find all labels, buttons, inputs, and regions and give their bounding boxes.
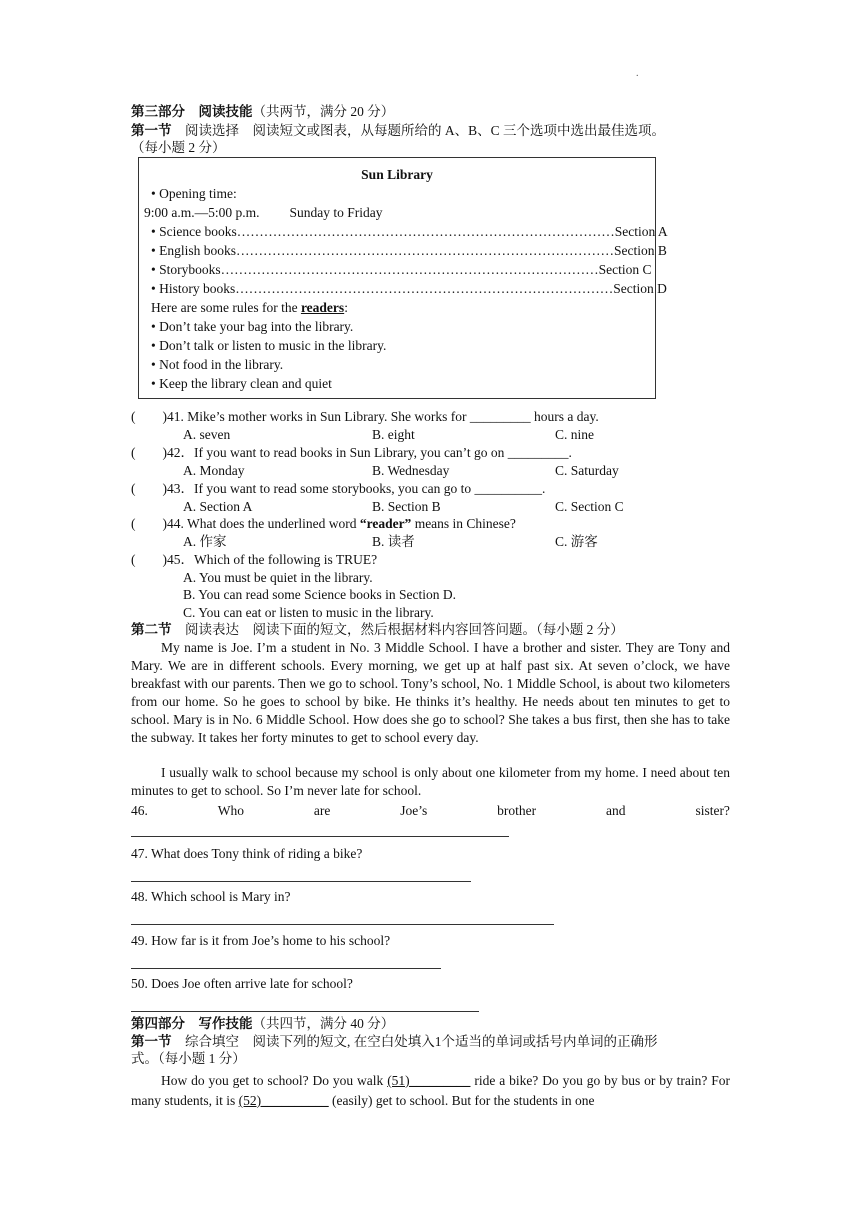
answer-line[interactable] (131, 968, 441, 969)
answer-line[interactable] (131, 1011, 479, 1012)
option: C. 游客 (555, 534, 598, 549)
section-row-section: Section C (598, 262, 652, 277)
section-row-section: Section B (613, 243, 667, 258)
opening-days: Sunday to Friday (289, 205, 383, 220)
part3-sec1-note: （每小题 2 分） (131, 140, 226, 155)
q46-word: Joe’s (400, 803, 428, 818)
passage-paragraph: I usually walk to school because my school is only about one kilometer from my home. I need about ten minutes to get to school. So I’m never late for school. (131, 765, 730, 798)
sec2-label: 第二节 (131, 622, 172, 637)
passage-paragraph: My name is Joe. I’m a student in No. 3 Middle School. I have a brother and sister. They are Tony and Mary. We are in different schools. Every morning, we get up at half past six. At seven o’clock, we have breakfast with our parents. Then we go to school. Tony’s school, No. 1 Middle School, is about two kilometers from our home. So he goes to school by bike. He thinks it’s healthy. He needs about ten minutes to get to school. Mary is in No. 6 Middle School. How does she go to school? She takes a bus first, then she has to take the subway. It takes her forty minutes to get to school every day. (131, 640, 730, 745)
q46-word: Who (217, 803, 245, 818)
section-row (151, 223, 668, 240)
sec2-heading (131, 621, 624, 638)
question-48: 48. Which school is Mary in? (131, 889, 291, 904)
part3-heading (131, 103, 394, 120)
question-44-keyword: “reader” (359, 516, 412, 531)
rule-item: • Don’t take your bag into the library. (151, 319, 354, 334)
part3-title: 第三部分 阅读技能 (131, 104, 253, 119)
question-50: 50. Does Joe often arrive late for school? (131, 976, 353, 991)
dot-leader: ………………………………………………………………………… (235, 281, 614, 296)
question-46 (131, 802, 730, 819)
part3-title-note: （共两节，满分 20 分） (252, 104, 395, 119)
opening-time-label: • Opening time: (151, 186, 237, 201)
question-44 (131, 515, 516, 532)
option: A. 作家 (183, 534, 227, 549)
q46-word: and (606, 803, 626, 818)
q46-word: brother (497, 803, 537, 818)
opening-hours-row (144, 204, 383, 221)
answer-line[interactable] (131, 881, 471, 882)
q46-word: are (313, 803, 331, 818)
option: B. You can read some Science books in Section D. (183, 587, 456, 602)
option: C. Saturday (555, 463, 619, 478)
part4-title-note: （共四节，满分 40 分） (252, 1016, 395, 1031)
question-47: 47. What does Tony think of riding a bike? (131, 846, 363, 861)
part4-title: 第四部分 写作技能 (131, 1016, 253, 1031)
cloze-text: (easily) get to school. But for the students in one (328, 1093, 595, 1108)
question-42: ( )42．If you want to read books in Sun Library, you can’t go on _________. (131, 445, 572, 460)
library-title: Sun Library (361, 167, 433, 182)
cloze-paragraph (131, 1071, 730, 1111)
part4-sec1-instruction-cont: 式。（每小题 1 分） (131, 1051, 246, 1066)
option: A. Monday (183, 463, 245, 478)
part3-sec1-heading (131, 122, 665, 139)
blank-52[interactable]: (52)__________ (238, 1093, 329, 1108)
option: C. nine (555, 427, 594, 442)
sec2-instruction: 阅读表达 阅读下面的短文，然后根据材料内容回答问题。（每小题 2 分） (171, 622, 624, 637)
option: A. seven (183, 427, 231, 442)
option: B. Section B (372, 499, 441, 514)
section-row-name: • Science books (151, 224, 237, 239)
answer-line[interactable] (131, 924, 554, 925)
section-row (151, 261, 652, 278)
dot-leader: ………………………………………………………………………… (220, 262, 599, 277)
part3-sec1-label: 第一节 (131, 123, 172, 138)
q46-word: sister? (695, 803, 730, 818)
question-43: ( )43．If you want to read some storybooks, you can go to __________. (131, 481, 546, 496)
part4-sec1-instruction: 综合填空 阅读下列的短文, 在空白处填入1个适当的单词或括号内单词的正确形 (171, 1034, 658, 1049)
part4-sec1-label: 第一节 (131, 1034, 172, 1049)
section-row-name: • Storybooks (151, 262, 221, 277)
library-notice-box (138, 157, 668, 399)
part4-sec1-heading (131, 1033, 658, 1050)
option: C. You can eat or listen to music in the library. (183, 605, 434, 620)
section-row (151, 242, 667, 259)
option: B. 读者 (372, 534, 415, 549)
section-row-name: • English books (151, 243, 236, 258)
rules-intro (151, 299, 348, 316)
question-41: ( )41. Mike’s mother works in Sun Library. She works for _________ hours a day. (131, 409, 599, 424)
rule-item: • Keep the library clean and quiet (151, 376, 332, 391)
cloze-text: How do you get to school? Do you walk (161, 1073, 388, 1088)
rules-underlined-word: readers (300, 300, 345, 315)
option: A. Section A (183, 499, 253, 514)
section-row-section: Section D (613, 281, 667, 296)
rule-item: • Not food in the library. (151, 357, 284, 372)
option: B. Wednesday (372, 463, 450, 478)
section-row (151, 280, 667, 297)
rules-intro-text: Here are some rules for the (151, 300, 298, 315)
answer-line[interactable] (131, 836, 509, 837)
rules-colon: : (344, 300, 348, 315)
part3-sec1-instruction: 阅读选择 阅读短文或图表，从每题所给的 A、B、C 三个选项中选出最佳选项。 (171, 123, 666, 138)
cloze-text: ride a bike? Do you go by bus or by train? For many students, it is (131, 1073, 730, 1108)
question-49: 49. How far is it from Joe’s home to his school? (131, 933, 391, 948)
page-mark: . (636, 68, 639, 79)
part4-heading (131, 1015, 394, 1032)
section-row-section: Section A (614, 224, 668, 239)
section-row-name: • History books (151, 281, 236, 296)
blank-51[interactable]: (51)_________ (387, 1073, 471, 1088)
question-44-text: ( )44. What does the underlined word (131, 516, 360, 531)
option: B. eight (372, 427, 415, 442)
dot-leader: ………………………………………………………………………… (235, 243, 614, 258)
dot-leader: ………………………………………………………………………… (236, 224, 615, 239)
question-44-text-end: means in Chinese? (411, 516, 516, 531)
opening-hours: 9:00 a.m.—5:00 p.m. (144, 205, 260, 220)
option: A. You must be quiet in the library. (183, 570, 373, 585)
question-45: ( )45．Which of the following is TRUE? (131, 552, 378, 567)
rule-item: • Don’t talk or listen to music in the library. (151, 338, 387, 353)
option: C. Section C (555, 499, 624, 514)
q46-word: 46. (131, 803, 148, 818)
